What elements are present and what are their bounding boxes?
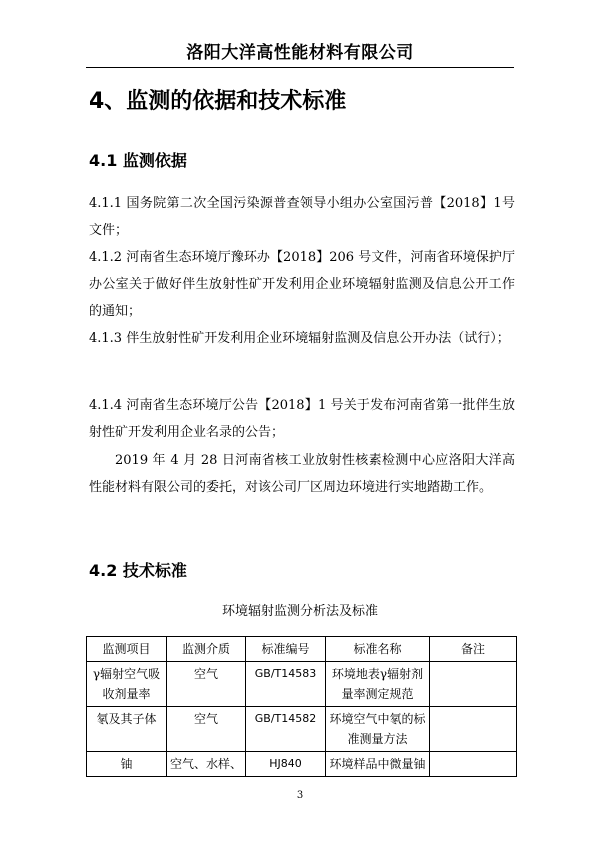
chapter-title: 4、监测的依据和技术标准 [89,89,347,114]
header-cell-remark: 备注 [430,637,517,662]
commission-paragraph: 2019 年 4 月 28 日河南省核工业放射性核素检测中心应洛阳大洋高性能材料有限公司的委托，对该公司厂区周边环境进行实地踏勘工作。 [89,453,515,495]
cell-medium: 空气 [167,662,246,707]
cell-name: 环境空气中氡的标准测量方法 [326,707,430,752]
basis-item-3: 4.1.3 伴生放射性矿开发利用企业环境辐射监测及信息公开办法（试行）； [89,331,510,346]
cell-item: 氡及其子体 [87,707,167,752]
header-divider [86,67,514,68]
table-caption: 环境辐射监测分析法及标准 [221,604,378,619]
table-row [87,707,517,752]
basis-item-1: 4.1.1 国务院第二次全国污染源普查领导小组办公室国污普【2018】1号文件； [89,196,515,238]
cell-code: GB/T14582 [246,707,326,752]
header-cell-medium: 监测介质 [167,637,246,662]
cell-remark [430,752,517,777]
table-row [87,662,517,707]
cell-medium: 空气 [167,707,246,752]
cell-remark [430,707,517,752]
section-title-standards: 4.2 技术标准 [89,561,187,580]
table-header-row [87,637,517,662]
table-row [87,752,517,777]
basis-item-4: 4.1.4 河南省生态环境厅公告【2018】1 号关于发布河南省第一批伴生放射性矿开发利用企业名录的公告； [89,398,515,440]
header-cell-code: 标准编号 [246,637,326,662]
header-cell-name: 标准名称 [326,637,430,662]
header-cell-item: 监测项目 [87,637,167,662]
page-number: 3 [296,790,304,801]
basis-item-2: 4.1.2 河南省生态环境厅豫环办【2018】206 号文件，河南省环境保护厅办公室关于做好伴生放射性矿开发利用企业环境辐射监测及信息公开工作的通知； [89,250,515,319]
cell-code: GB/T14583 [246,662,326,707]
standards-table [86,636,517,777]
cell-item: γ辐射空气吸收剂量率 [87,662,167,707]
cell-code: HJ840 [246,752,326,777]
cell-item: 铀 [87,752,167,777]
cell-name: 环境地表γ辐射剂量率测定规范 [326,662,430,707]
running-header: 洛阳大洋高性能材料有限公司 [186,43,414,63]
section-title-basis: 4.1 监测依据 [89,151,187,170]
cell-medium: 空气、水样、 [167,752,246,777]
cell-name: 环境样品中微量铀 [326,752,430,777]
cell-remark [430,662,517,707]
